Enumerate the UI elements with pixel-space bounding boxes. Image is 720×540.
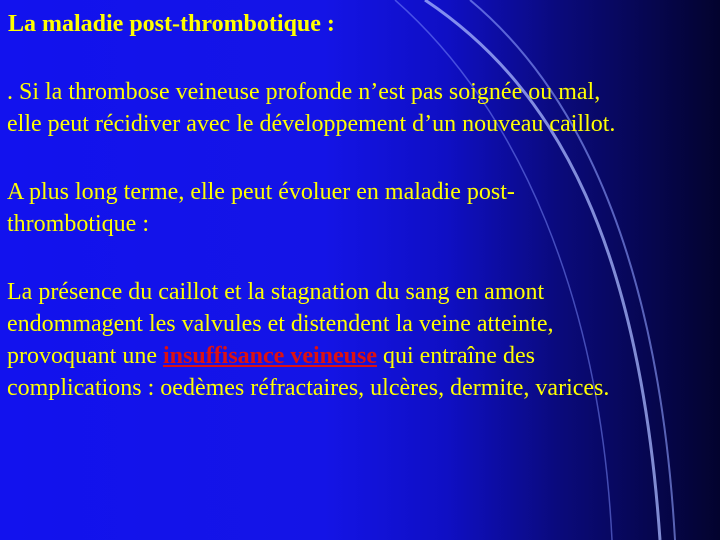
paragraph-consequences bbox=[7, 276, 719, 404]
highlighted-term: insuffisance veineuse bbox=[162, 343, 377, 369]
paragraph-long-term: A plus long terme, elle peut évoluer en maladie post- thrombotique : bbox=[7, 179, 515, 237]
slide-title: La maladie post-thrombotique : bbox=[8, 11, 335, 37]
paragraph-consequences-end: qui entraîne des complications : oedèmes réfractaires, ulcères, dermite, varices. bbox=[7, 343, 610, 401]
paragraph-consequences-start: La présence du caillot et la stagnation du sang en amont endommagent les valvules et distendent la veine atteinte, provoquant une bbox=[7, 279, 554, 369]
paragraph-recurrence: . Si la thrombose veineuse profonde n’est pas soignée ou mal, elle peut récidiver avec le développement d’un nouveau caillot. bbox=[7, 79, 616, 137]
